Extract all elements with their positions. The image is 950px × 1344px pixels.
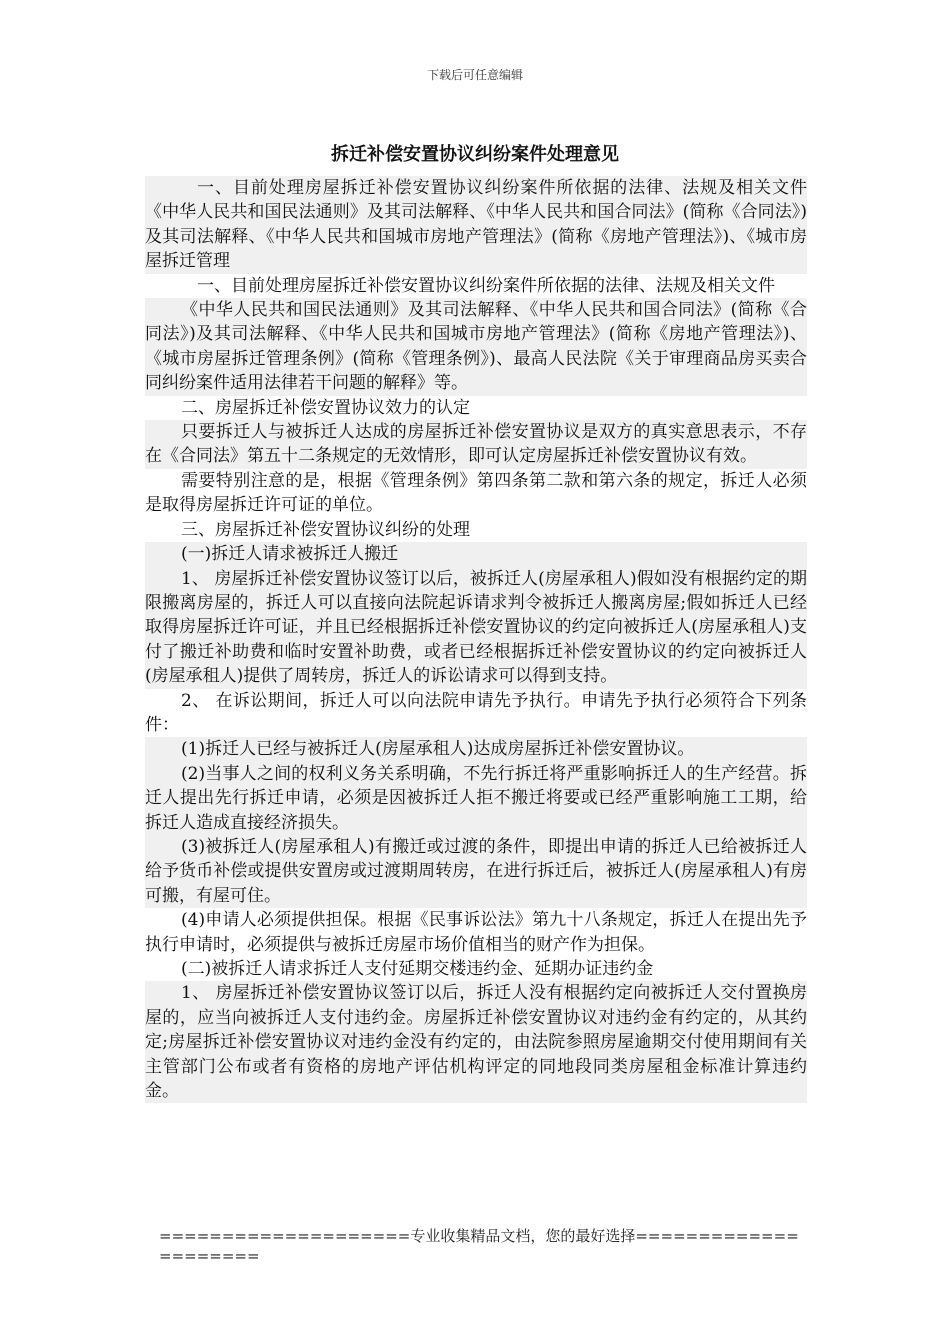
paragraph-6: 1、 房屋拆迁补偿安置协议签订以后，被拆迁人(房屋承租人)假如没有根据约定的期限搬离房屋的，拆迁人可以直接向法院起诉请求判令被拆迁人搬离房屋;假如拆迁人已经取得房屋拆迁许可证，并且已经根据拆迁补偿安置协议的约定向被拆迁人(房屋承租人)支付了搬迁补助费和临时安置补助费，或者已经根据拆迁补偿安置协议的约定向被拆迁人(房屋承租人)提供了周转房，拆迁人的诉讼请求可以得到支持。	[145, 567, 807, 689]
paragraph-2: 一、目前处理房屋拆迁补偿安置协议纠纷案件所依据的法律、法规及相关文件	[197, 275, 775, 296]
subsection-heading-2: (二)被拆迁人请求拆迁人支付延期交楼违约金、延期办证违约金	[181, 959, 654, 979]
paragraph-8: 1、 房屋拆迁补偿安置协议签订以后，拆迁人没有根据约定向被拆迁人交付置换房屋的，应当向被拆迁人支付违约金。房屋拆迁补偿安置协议对违约金有约定的，从其约定;房屋拆迁补偿安置协议对违约金没有约定的，由法院参照房屋逾期交付使用期间有关主管部门公布或者有资格的房地产评估机构评定的同地段同类房屋租金标准计算违约金。	[145, 981, 807, 1103]
paragraph-3: 《中华人民共和国民法通则》及其司法解释、《中华人民共和国合同法》(简称《合同法》)及其司法解释、《中华人民共和国城市房地产管理法》(简称《房地产管理法》)、《城市房屋拆迁管理条例》(简称《管理条例》)、最高人民法院《关于审理商品房买卖合同纠纷案件适用法律若干问题的解释》等。	[145, 298, 807, 396]
condition-4: (4)申请人必须提供担保。根据《民事诉讼法》第九十八条规定，拆迁人在提出先予执行申请时，必须提供与被拆迁房屋市场价值相当的财产作为担保。	[145, 910, 807, 955]
paragraph-1: 一、目前处理房屋拆迁补偿安置协议纠纷案件所依据的法律、法规及相关文件 《中华人民共和国民法通则》及其司法解释、《中华人民共和国合同法》(简称《合同法》)及其司法解释、《中华人民共和国城市房地产管理法》(简称《房地产管理法》)、《城市房屋拆迁管理	[145, 176, 807, 274]
paragraph-4: 只要拆迁人与被拆迁人达成的房屋拆迁补偿安置协议是双方的真实意思表示，不存在《合同法》第五十二条规定的无效情形，即可认定房屋拆迁补偿安置协议有效。	[145, 420, 807, 469]
document-title: 拆迁补偿安置协议纠纷案件处理意见	[331, 144, 619, 165]
paragraph-7: 2、 在诉讼期间，拆迁人可以向法院申请先予执行。申请先予执行必须符合下列条件：	[145, 690, 807, 735]
paragraph-5: 需要特别注意的是，根据《管理条例》第四条第二款和第六条的规定，拆迁人必须是取得房屋拆迁许可证的单位。	[145, 470, 807, 516]
subsection-heading-1: (一)拆迁人请求被拆迁人搬迁	[145, 542, 807, 566]
section-heading-3: 三、房屋拆迁补偿安置协议纠纷的处理	[181, 519, 470, 540]
document-body	[145, 176, 807, 1103]
page-header: 下载后可任意编辑	[426, 68, 523, 82]
condition-3: (3)被拆迁人(房屋承租人)有搬迁或过渡的条件，即提出申请的拆迁人已给被拆迁人给予货币补偿或提供安置房或过渡期周转房，在进行拆迁后，被拆迁人(房屋承租人)有房可搬，有屋可住。	[145, 835, 807, 908]
condition-1: (1)拆迁人已经与被拆迁人(房屋承租人)达成房屋拆迁补偿安置协议。	[145, 737, 807, 761]
condition-2: (2)当事人之间的权利义务关系明确，不先行拆迁将严重影响拆迁人的生产经营。拆迁人提出先行拆迁申请，必须是因被拆迁人拒不搬迁将要或已经严重影响施工工期，给拆迁人造成直接经济损失。	[145, 762, 807, 835]
section-heading-2: 二、房屋拆迁补偿安置协议效力的认定	[181, 397, 470, 418]
page-footer: ====================专业收集精品文档，您的最好选择=====================	[159, 1227, 799, 1265]
